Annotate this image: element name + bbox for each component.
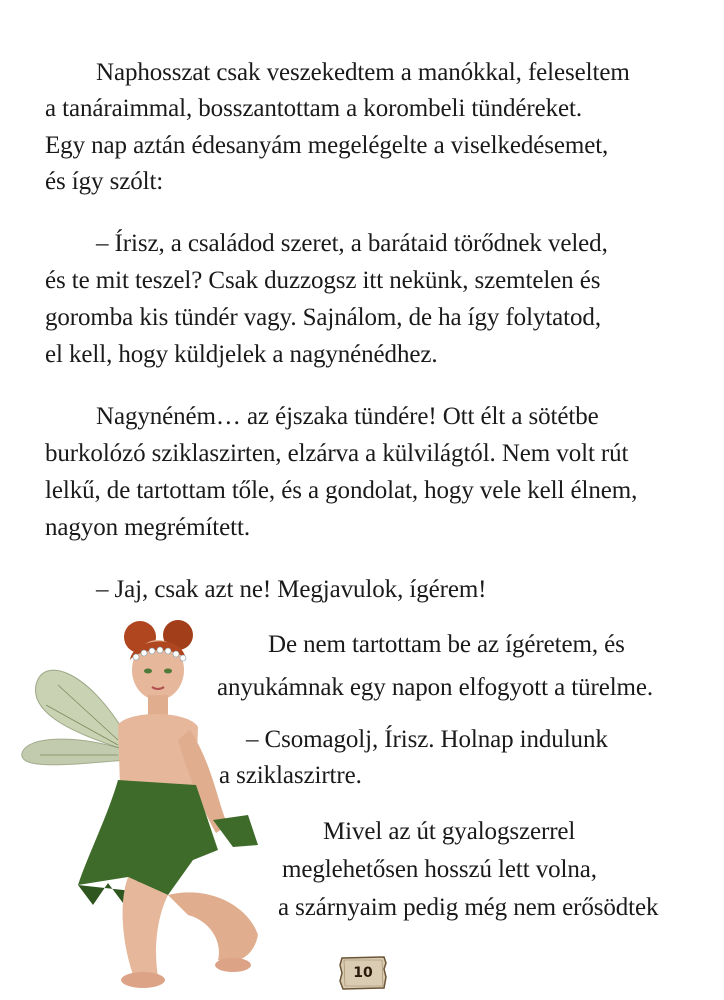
text-line: burkolózó sziklaszirten, elzárva a külvilágtól. Nem volt rút: [45, 440, 629, 467]
text-line: Egy nap aztán édesanyám megelégelte a viselkedésemet,: [45, 132, 609, 159]
text-line: meglehetősen hosszú lett volna,: [282, 856, 597, 883]
text-line: és így szólt:: [45, 168, 164, 195]
text-line: lelkű, de tartottam tőle, és a gondolat, hogy vele kell élnem,: [45, 477, 638, 504]
fairy-illustration-icon: [18, 615, 268, 995]
text-line: De nem tartottam be az ígéretem, és: [268, 631, 625, 658]
text-line: Mivel az út gyalogszerrel: [323, 818, 576, 845]
text-line: Naphosszat csak veszekedtem a manókkal, feleseltem: [96, 59, 630, 86]
text-line: anyukámnak egy napon elfogyott a türelme.: [217, 674, 654, 701]
text-line: a tanáraimmal, bosszantottam a korombeli tündéreket.: [45, 95, 582, 122]
text-line: – Csomagolj, Írisz. Holnap indulunk: [246, 726, 608, 753]
text-line: a szárnyaim pedig még nem erősödtek: [278, 894, 659, 921]
text-line: – Írisz, a családod szeret, a barátaid törődnek veled,: [96, 230, 608, 257]
text-line: goromba kis tündér vagy. Sajnálom, de ha így folytatod,: [45, 304, 601, 331]
text-line: Nagynéném… az éjszaka tündére! Ott élt a sötétbe: [96, 403, 599, 430]
text-line: – Jaj, csak azt ne! Megjavulok, ígérem!: [96, 576, 487, 603]
text-line: el kell, hogy küldjelek a nagynénédhez.: [45, 341, 438, 368]
text-line: és te mit teszel? Csak duzzogsz itt nekünk, szemtelen és: [45, 267, 601, 294]
page-number: 10: [353, 965, 373, 981]
text-line: a sziklaszirtre.: [219, 762, 362, 789]
text-line: nagyon megrémített.: [45, 514, 250, 541]
